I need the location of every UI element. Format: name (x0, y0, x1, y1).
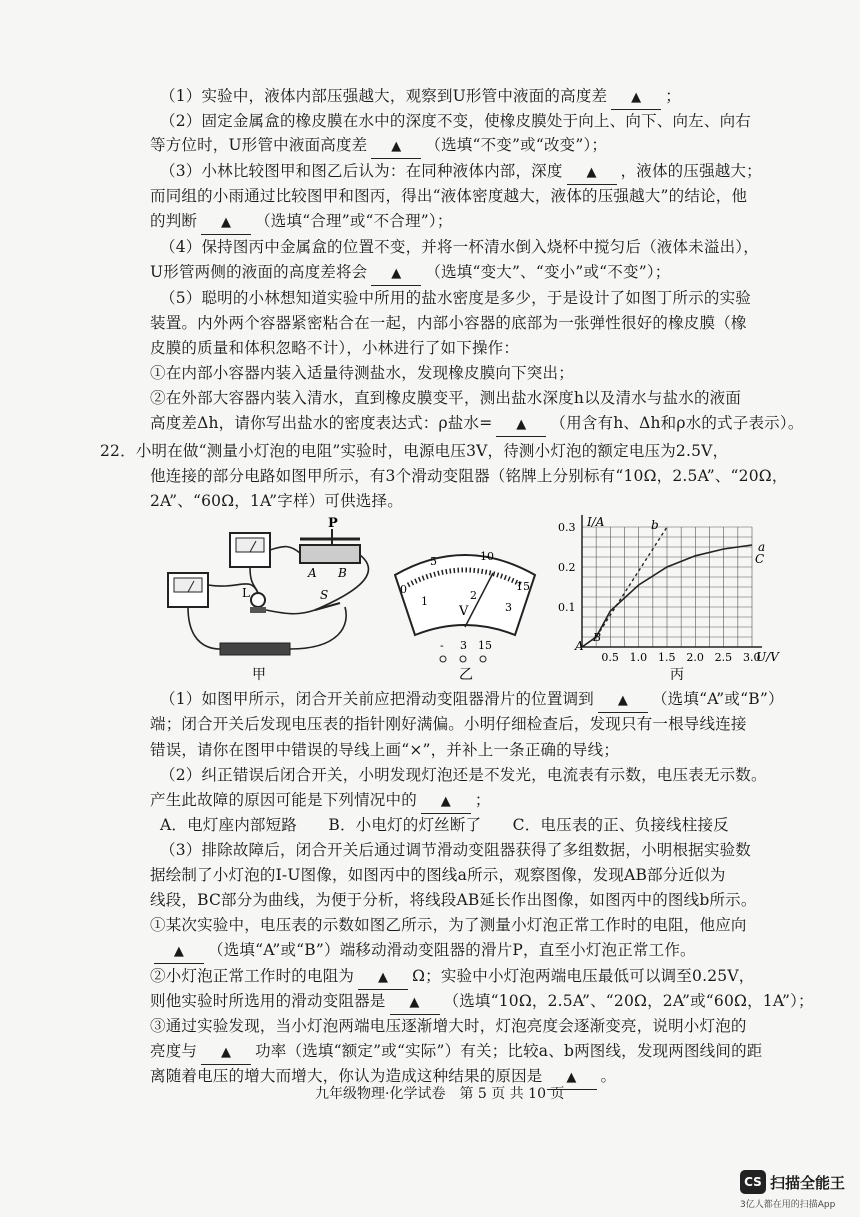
text-line: ②小灯泡正常工作时的电阻为 ▲ Ω；实验中小灯泡两端电压最低可以调至0.25V， (150, 965, 790, 990)
text-line: 离随着电压的增大而增大，你认为造成这种结果的原因是 ▲ 。 (150, 1065, 790, 1090)
text-line: 装置。内外两个容器紧密粘合在一起，内部小容器的底部为一张弹性很好的橡皮膜（橡 (150, 314, 747, 332)
point-label-c: C (755, 552, 765, 566)
answer-blank[interactable]: ▲ (547, 1067, 597, 1090)
options-line: A．电灯座内部短路 B．小电灯的灯丝断了 C．电压表的正、负接线柱接反 (160, 816, 729, 834)
label-l: L (242, 586, 250, 600)
label-s: S (320, 588, 329, 602)
svg-text:-: - (440, 639, 444, 652)
text-line: （3）小林比较图甲和图乙后认为：在同种液体内部，深度 ▲ ，液体的压强越大； (160, 160, 800, 185)
svg-text:0: 0 (400, 583, 407, 596)
label-b: B (338, 566, 347, 580)
text-line: ①某次实验中，电压表的示数如图乙所示，为了测量小灯泡正常工作时的电阻，他应向 (150, 916, 747, 934)
figures-row (150, 515, 779, 685)
text-line: ①在内部小容器内装入适量待测盐水，发现橡皮膜向下突出； (150, 364, 574, 382)
text-line: （2）纠正错误后闭合开关，小明发现灯泡还是不发光，电流表有示数，电压表无示数。 (160, 766, 767, 784)
chart-grid (582, 527, 752, 647)
circuit-jia (168, 516, 368, 683)
answer-blank[interactable]: ▲ (201, 212, 251, 235)
fig-label-jia: 甲 (252, 667, 266, 683)
text-line: 等方位时，U形管中液面高度差 ▲ （选填“不变”或“改变”）； (150, 134, 790, 159)
svg-text:3: 3 (460, 639, 467, 652)
brand-name: 扫描全能王 (770, 1174, 846, 1192)
point-label-a-upper: A (575, 639, 584, 653)
brand-sub: 3亿人都在用的扫描App (740, 1200, 836, 1210)
answer-blank[interactable]: ▲ (154, 941, 204, 964)
answer-blank[interactable]: ▲ (371, 263, 421, 286)
curve-label-b: b (651, 518, 659, 532)
point-label-b-upper: B (593, 631, 602, 644)
label-p: P (328, 516, 338, 531)
x-axis-label: U/V (756, 650, 779, 664)
x-tick-label: 1.5 (658, 651, 676, 664)
answer-blank[interactable]: ▲ (496, 414, 546, 437)
y-tick-label: 0.1 (558, 601, 576, 614)
answer-blank[interactable]: ▲ (371, 136, 421, 159)
text-line: U形管两侧的液面的高度差将会 ▲ （选填“变大”、“变小”或“不变”）； (150, 261, 790, 286)
svg-text:10: 10 (480, 550, 494, 563)
text-line: （4）保持图丙中金属盒的位置不变，并将一杯清水倒入烧杯中搅匀后（液体未溢出）， (160, 238, 759, 256)
answer-blank[interactable]: ▲ (598, 690, 648, 713)
text-line: 高度差Δh，请你写出盐水的密度表达式：ρ盐水= ▲ （用含有h、Δh和ρ水的式子表示）。 (150, 412, 790, 437)
text-line: （5）聪明的小林想知道实验中所用的盐水密度是多少，于是设计了如图丁所示的实验 (160, 289, 751, 307)
svg-text:5: 5 (430, 555, 437, 568)
y-axis-label: I/A (587, 515, 605, 529)
answer-blank[interactable]: ▲ (201, 1042, 251, 1065)
page-footer: 九年级物理·化学试卷 第 5 页 共 10 页 (315, 1086, 565, 1102)
y-tick-label: 0.3 (558, 521, 576, 534)
x-tick-label: 2.5 (714, 651, 733, 664)
answer-blank[interactable]: ▲ (390, 992, 440, 1015)
fig-label-bing: 丙 (670, 667, 684, 683)
x-tick-label: 0.5 (601, 651, 619, 664)
text-line: 则他实验时所选用的滑动变阻器是 ▲ （选填“10Ω，2.5A”、“20Ω，2A”或“60Ω，1A”）； (150, 990, 790, 1015)
curve-label-a: a (758, 540, 766, 554)
chart-bing (558, 515, 780, 683)
text-line: ③通过实验发现，当小灯泡两端电压逐渐增大时，灯泡亮度会逐渐变亮，说明小灯泡的 (150, 1017, 747, 1035)
svg-text:15: 15 (478, 639, 492, 652)
text-line: （3）排除故障后，闭合开关后通过调节滑动变阻器获得了多组数据，小明根据实验数 (160, 841, 751, 859)
question-22: 22．小明在做“测量小灯泡的电阻”实验时，电源电压3V，待测小灯泡的额定电压为2.5V， (100, 442, 729, 460)
fig-label-yi: 乙 (459, 667, 473, 683)
text-line: （2）固定金属盒的橡皮膜在水中的深度不变，使橡皮膜处于向上、向下、向左、向右 (160, 112, 751, 130)
text-line: （1）实验中，液体内部压强越大，观察到U形管中液面的高度差 ▲ ； (160, 85, 800, 110)
answer-blank[interactable]: ▲ (611, 87, 661, 110)
text-line: ▲ （选填“A”或“B”）端移动滑动变阻器的滑片P，直至小灯泡正常工作。 (150, 939, 790, 964)
svg-text:1: 1 (421, 595, 428, 608)
text-line: ②在外部大容器内装入清水，直到橡皮膜变平，测出盐水深度h以及清水与盐水的液面 (150, 389, 742, 407)
x-tick-label: 3.0 (743, 651, 761, 664)
text-line: 亮度与 ▲ 功率（选填“额定”或“实际”）有关；比较a、b两图线，发现两图线间的距 (150, 1040, 790, 1065)
text-line: 他连接的部分电路如图甲所示，有3个滑动变阻器（铭牌上分别标有“10Ω，2.5A”、“20Ω， (150, 467, 788, 485)
y-tick-label: 0.2 (558, 561, 576, 574)
scanner-watermark (740, 1170, 855, 1210)
x-tick-label: 1.0 (629, 651, 648, 664)
text-line: 错误，请你在图甲中错误的导线上画“×”，并补上一条正确的导线； (150, 741, 620, 759)
text-line: 皮膜的质量和体积忽略不计），小林进行了如下操作： (150, 339, 520, 357)
text-line: 据绘制了小灯泡的I-U图像，如图丙中的图线a所示，观察图像，发现AB部分近似为 (150, 866, 726, 884)
text-line: 产生此故障的原因可能是下列情况中的 ▲ ； (150, 789, 790, 814)
text-line: 而同组的小雨通过比较图甲和图丙，得出“液体密度越大，液体的压强越大”的结论，他 (150, 187, 748, 205)
text-line: 线段，BC部分为曲线，为便于分析，将线段AB延长作出图像，如图丙中的图线b所示。 (150, 891, 757, 909)
text-line: （1）如图甲所示，闭合开关前应把滑动变阻器滑片的位置调到 ▲ （选填“A”或“B”） (160, 688, 800, 713)
scanner-logo-icon: CS (740, 1170, 766, 1194)
svg-text:2: 2 (470, 589, 477, 602)
answer-blank[interactable]: ▲ (358, 967, 408, 990)
answer-blank[interactable]: ▲ (567, 162, 617, 185)
svg-text:V: V (459, 604, 469, 619)
circuit-figures (150, 515, 779, 685)
svg-text:15: 15 (516, 580, 530, 593)
svg-text:3: 3 (505, 601, 512, 614)
text-line: 的判断 ▲ （选填“合理”或“不合理”）； (150, 210, 790, 235)
voltmeter-yi (395, 550, 535, 683)
text-line: 端；闭合开关后发现电压表的指针刚好满偏。小明仔细检查后，发现只有一根导线连接 (150, 715, 747, 733)
text-line: 2A”、“60Ω，1A”字样）可供选择。 (150, 492, 403, 510)
answer-blank[interactable]: ▲ (421, 791, 471, 814)
x-tick-label: 2.0 (686, 651, 704, 664)
label-a: A (308, 566, 317, 580)
